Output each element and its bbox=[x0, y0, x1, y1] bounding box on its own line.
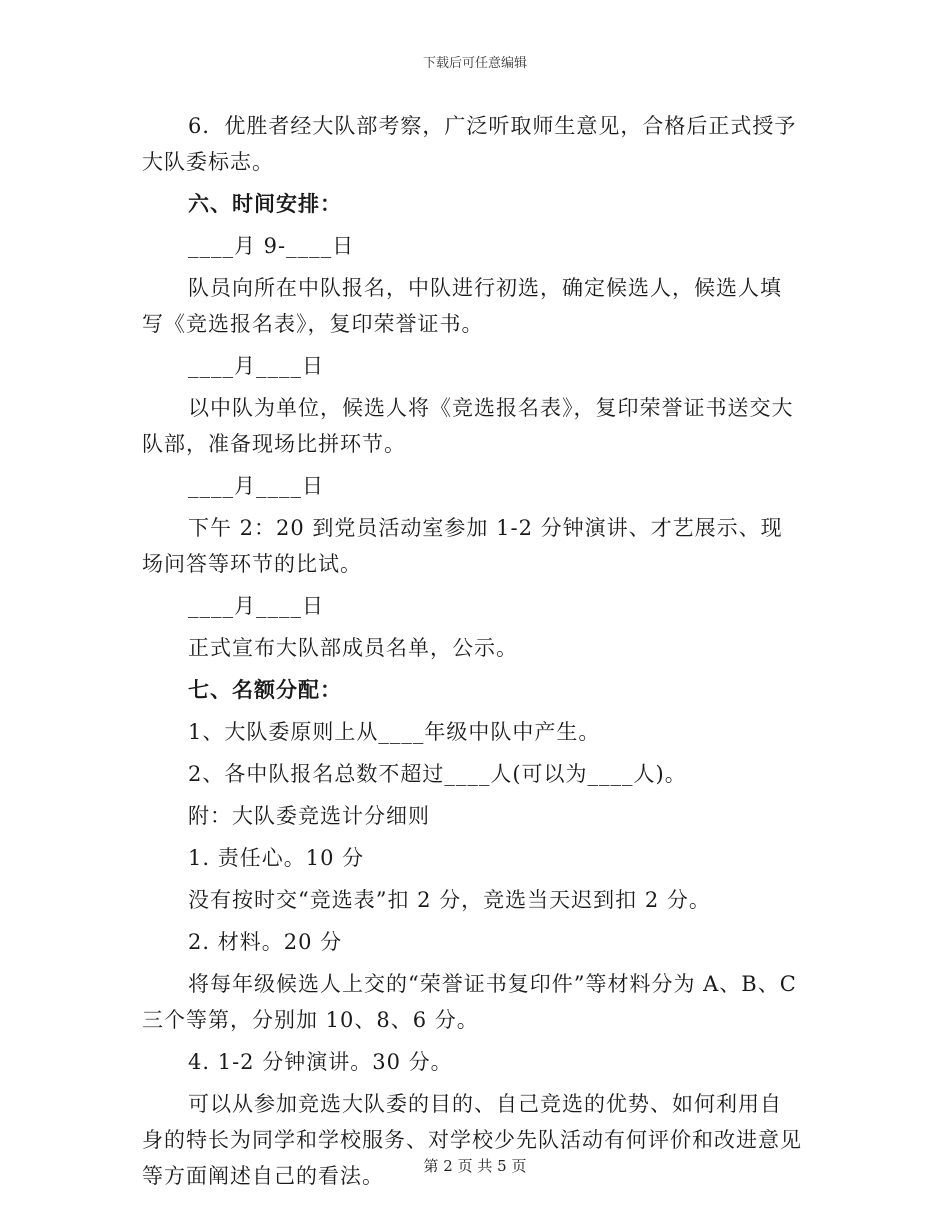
section-heading: 六、时间安排： bbox=[188, 191, 342, 216]
section-heading: 七、名额分配： bbox=[188, 677, 342, 702]
paragraph: 下午 2：20 到党员活动室参加 1-2 分钟演讲、才艺展示、现场问答等环节的比试。 bbox=[142, 516, 783, 576]
paragraph: 附：大队委竞选计分细则 bbox=[188, 804, 430, 828]
paragraph: 2. 材料。20 分 bbox=[188, 930, 343, 954]
document-body bbox=[142, 108, 802, 1194]
paragraph: 正式宣布大队部成员名单，公示。 bbox=[188, 636, 518, 660]
paragraph: ____月____日 bbox=[188, 474, 324, 498]
paragraph: ____月 9-____日 bbox=[188, 234, 355, 258]
paragraph: 可以从参加竞选大队委的目的、自己竞选的优势、如何利用自身的特长为同学和学校服务、对学校少先队活动有何评价和改进意见等方面阐述自己的看法。 bbox=[142, 1092, 802, 1188]
page-footer: 第 2 页 共 5 页 bbox=[423, 1157, 527, 1175]
paragraph: 1、大队委原则上从____年级中队中产生。 bbox=[188, 720, 601, 744]
paragraph: ____月____日 bbox=[188, 594, 324, 618]
paragraph: ____月____日 bbox=[188, 354, 324, 378]
paragraph: 以中队为单位，候选人将《竞选报名表》，复印荣誉证书送交大队部，准备现场比拼环节。 bbox=[142, 396, 794, 456]
paragraph: 队员向所在中队报名，中队进行初选，确定候选人，候选人填写《竞选报名表》，复印荣誉证书。 bbox=[142, 276, 782, 336]
paragraph: 6．优胜者经大队部考察，广泛听取师生意见，合格后正式授予大队委标志。 bbox=[142, 114, 797, 174]
paragraph: 将每年级候选人上交的“荣誉证书复印件”等材料分为 A、B、C 三个等第，分别加 10、8、6 分。 bbox=[142, 972, 797, 1032]
paragraph: 没有按时交“竞选表”扣 2 分，竞选当天迟到扣 2 分。 bbox=[188, 888, 711, 912]
paragraph: 4. 1-2 分钟演讲。30 分。 bbox=[188, 1050, 453, 1074]
paragraph: 2、各中队报名总数不超过____人(可以为____人)。 bbox=[188, 762, 687, 786]
paragraph: 1. 责任心。10 分 bbox=[188, 846, 365, 870]
page-header: 下载后可任意编辑 bbox=[422, 56, 527, 71]
